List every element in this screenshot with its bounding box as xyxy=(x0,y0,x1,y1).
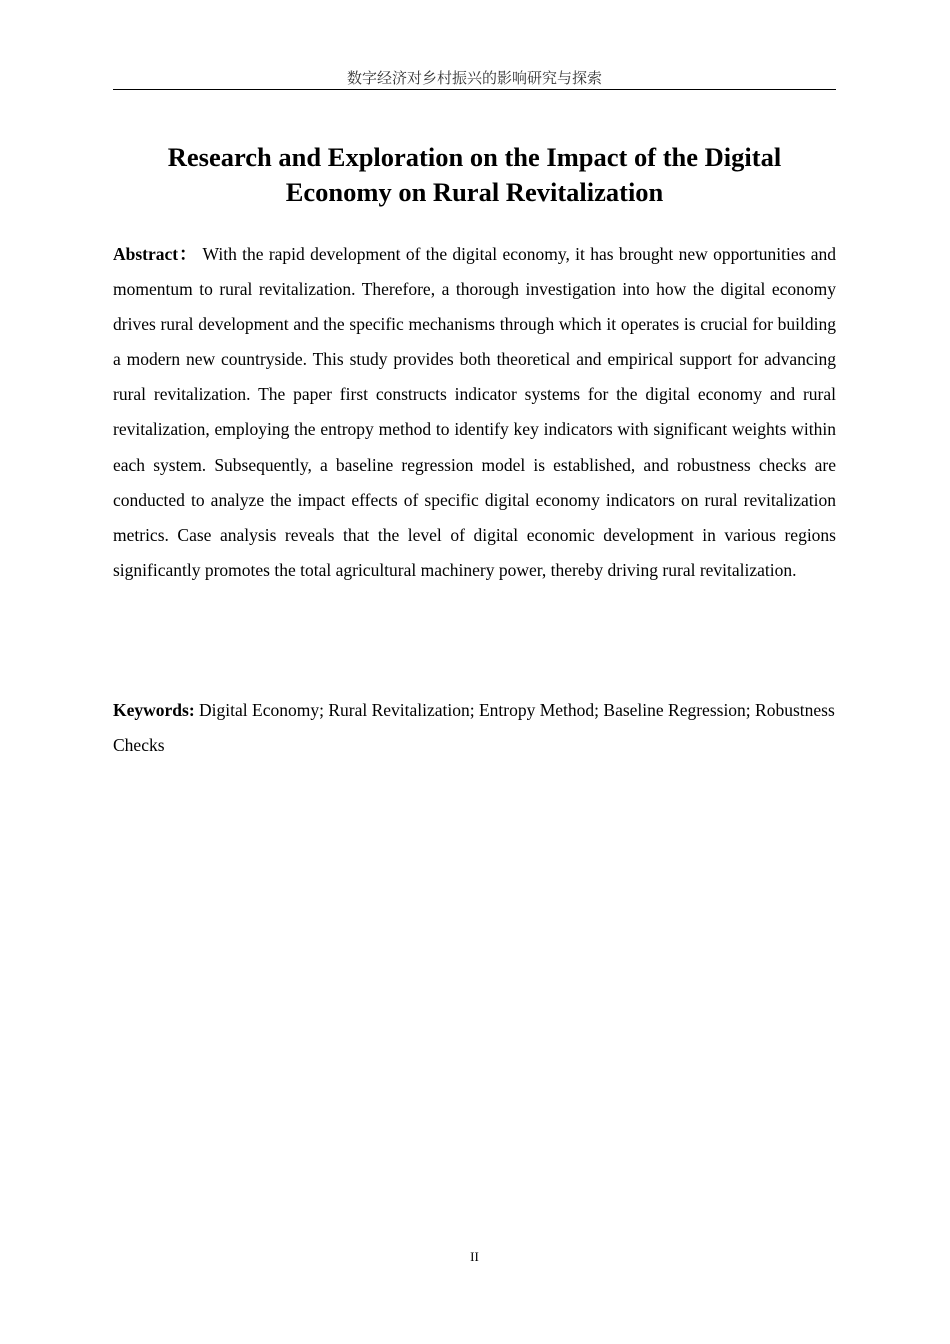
abstract-label: Abstract： xyxy=(113,244,198,264)
abstract-paragraph xyxy=(113,237,836,588)
header-rule xyxy=(113,89,836,90)
keywords-label: Keywords: xyxy=(113,700,195,720)
paper-title-line-2: Economy on Rural Revitalization xyxy=(285,177,664,207)
keywords-text: Digital Economy; Rural Revitalization; Entropy Method; Baseline Regression; Robustness Checks xyxy=(113,700,835,755)
page-number: II xyxy=(470,1249,479,1264)
keywords-paragraph xyxy=(113,693,836,763)
abstract-text: With the rapid development of the digital economy, it has brought new opportunities and momentum to rural revitalization. Therefore, a thorough investigation into how the digital economy drives rural development and the specific mechanisms through which it operates is crucial for building a modern new countryside. This study provides both theoretical and empirical support for advancing rural revitalization. The paper first constructs indicator systems for the digital economy and rural revitalization, employing the entropy method to identify key indicators with significant weights within each system. Subsequently, a baseline regression model is established, and robustness checks are conducted to analyze the impact effects of specific digital economy indicators on rural revitalization metrics. Case analysis reveals that the level of digital economic development in various regions significantly promotes the total agricultural machinery power, thereby driving rural revitalization. xyxy=(113,244,837,580)
paper-title-line-1: Research and Exploration on the Impact of the Digital xyxy=(167,142,782,172)
paper-title xyxy=(113,140,836,210)
running-header: 数字经济对乡村振兴的影响研究与探索 xyxy=(346,69,602,87)
